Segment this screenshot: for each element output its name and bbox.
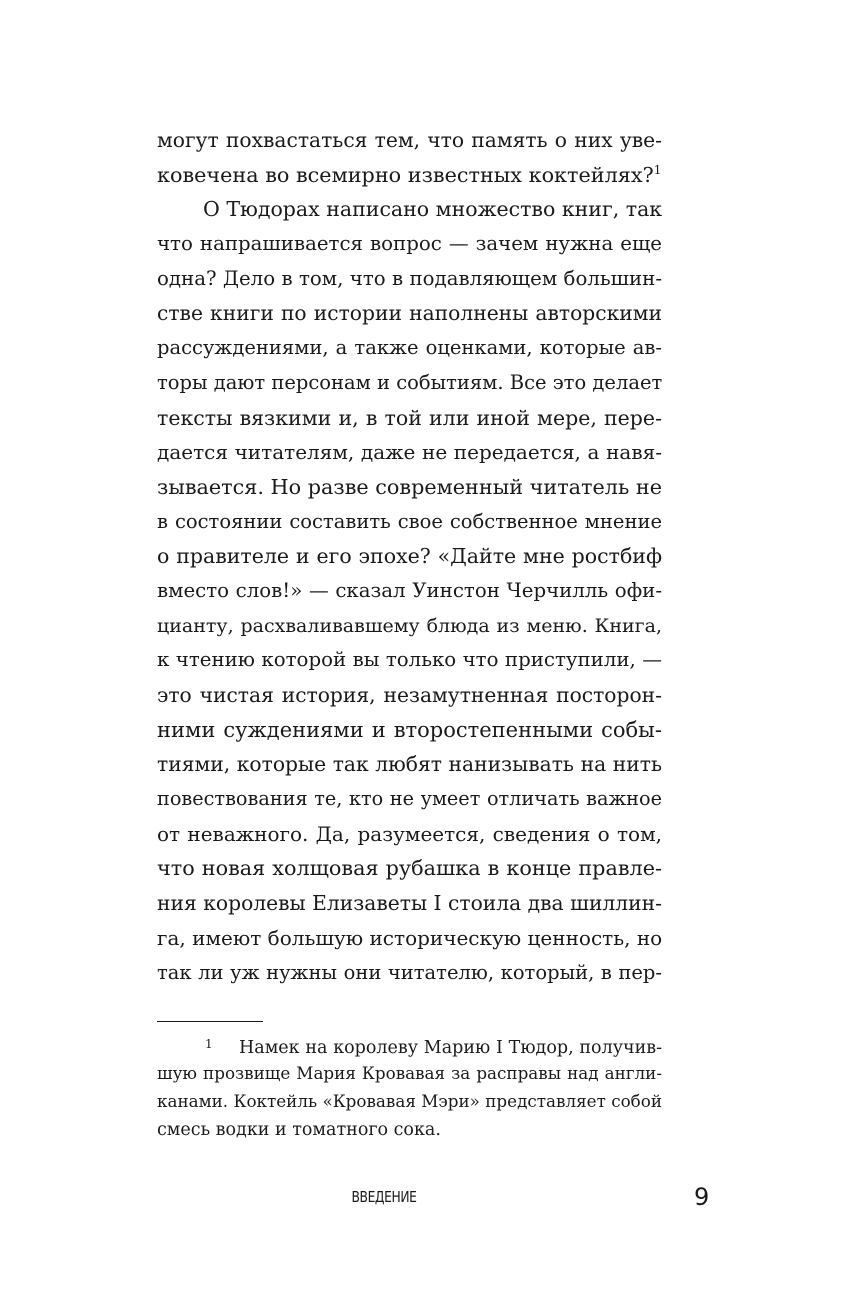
text-line: что напрашивается вопрос — зачем нужна еще	[157, 232, 662, 256]
text-line: от неважного. Да, разумеется, сведения о том,	[157, 821, 662, 846]
text-line: в состоянии составить свое собственное мнение	[157, 509, 662, 533]
text-line: тексты вязкими и, в той или иной мере, пере-	[157, 405, 662, 430]
text-line: га, имеют большую историческую ценность, но	[157, 925, 663, 950]
text-line: повествования те, кто не умеет отличать важное	[157, 787, 662, 811]
text-line: ния королевы Елизаветы I стоила два шиллин-	[157, 891, 662, 916]
footnote	[157, 1030, 662, 1144]
running-header: ВВЕДЕНИЕ	[351, 1188, 417, 1206]
text-line: о правителе и его эпохе? «Дайте мне ростбиф	[157, 544, 662, 569]
text-line: к чтению которой вы только что приступили, —	[157, 648, 662, 672]
text-line: торы дают персонам и событиям. Все это делает	[157, 370, 663, 394]
text-line-with-footnote	[157, 158, 662, 193]
text-line: так ли уж нужны они читателю, который, в пер-	[157, 960, 662, 984]
footnote-first-line	[157, 1030, 662, 1059]
footnote-line: канами. Коктейль «Кровавая Мэри» представляет собой	[157, 1091, 662, 1111]
text-line: ними суждениями и второстепенными собы-	[157, 717, 662, 742]
text-line: это чистая история, незамутненная посторон-	[157, 683, 662, 707]
text-line: зывается. Но разве современный читатель не	[157, 474, 662, 499]
footnote-line: смесь водки и томатного сока.	[157, 1119, 441, 1140]
main-text	[157, 123, 662, 990]
text-line: вместо слов!» — сказал Уинстон Черчилль офи-	[157, 578, 662, 602]
text-line: ковечена во всемирно известных коктейлях?	[157, 162, 654, 187]
footnote-divider	[157, 1021, 263, 1022]
text-line: дается читателям, даже не передается, а навя-	[157, 440, 662, 465]
text-line: цианту, расхваливавшему блюда из меню. Книга,	[157, 614, 662, 637]
paragraph-first-line: О Тюдорах написано множество книг, так	[203, 197, 663, 222]
footnote-marker: 1	[205, 1037, 213, 1051]
text-line: одна? Дело в том, что в подавляющем большин-	[157, 266, 662, 290]
text-line: стве книги по истории наполнены авторскими	[157, 301, 662, 326]
footnote-reference[interactable]: 1	[653, 162, 662, 177]
footnote-line: Намек на королеву Марию I Тюдор, получив-	[239, 1038, 662, 1058]
text-line: рассуждениями, а также оценками, которые ав-	[157, 336, 662, 360]
text-line: тиями, которые так любят нанизывать на нить	[157, 752, 662, 777]
page-number: 9	[694, 1183, 710, 1211]
text-line: что новая холщовая рубашка в конце правле-	[157, 856, 662, 881]
footnote-line: шую прозвище Мария Кровавая за расправы над англи-	[157, 1062, 662, 1083]
text-line: могут похвастаться тем, что память о них уве-	[157, 128, 662, 152]
